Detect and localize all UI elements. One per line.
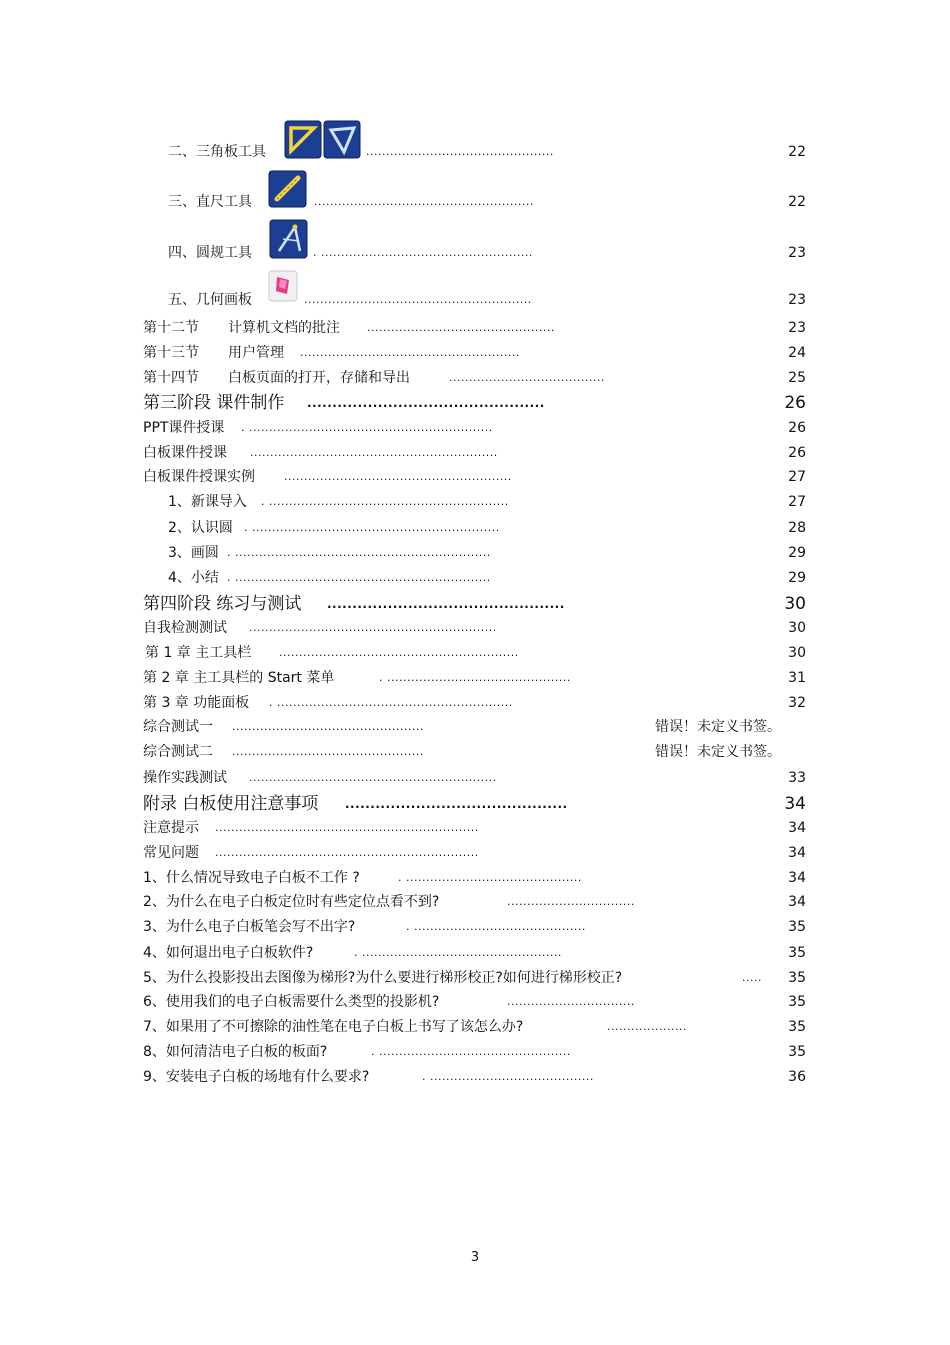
toc-entry[interactable]	[0, 1040, 950, 1064]
toc-page: 36	[788, 1069, 806, 1085]
toc-label: 1、什么情况导致电子白板不工作 ?	[143, 870, 360, 886]
toc-label: 综合测试一	[143, 719, 213, 735]
toc-dots: . ...........................................................	[269, 696, 513, 709]
ruler-tool-icon	[268, 170, 308, 208]
toc-dots: .......................................................	[314, 195, 534, 208]
toc-page: 28	[788, 520, 806, 536]
toc-label: 9、安装电子白板的场地有什么要求?	[143, 1069, 370, 1085]
toc-dots: ....................	[607, 1020, 687, 1033]
toc-label-title: 用户管理	[228, 345, 284, 361]
toc-entry[interactable]	[0, 241, 950, 265]
toc-entry[interactable]	[0, 366, 950, 390]
toc-entry[interactable]	[0, 465, 950, 489]
toc-entry[interactable]	[0, 190, 950, 214]
toc-dots: . ................................................	[371, 1045, 571, 1058]
toc-label: 五、几何画板	[168, 292, 252, 308]
toc-page: 35	[788, 970, 806, 986]
toc-page: 30	[788, 620, 806, 636]
toc-label: 第 1 章 主工具栏	[145, 645, 252, 661]
toc-label: 6、使用我们的电子白板需要什么类型的投影机?	[143, 994, 440, 1010]
toc-dots: ................................	[507, 995, 635, 1008]
toc-page: 22	[788, 144, 806, 160]
toc-entry[interactable]	[0, 691, 950, 715]
toc-label: 第 2 章 主工具栏的 Start 菜单	[143, 670, 335, 686]
toc-entry[interactable]	[0, 490, 950, 514]
toc-entry[interactable]	[0, 766, 950, 790]
toc-page: 26	[788, 445, 806, 461]
toc-label-title: 白板页面的打开，存储和导出	[228, 370, 410, 386]
geometry-board-icon	[268, 270, 298, 302]
toc-page: 26	[788, 420, 806, 436]
toc-entry[interactable]	[0, 816, 950, 840]
toc-dots: ..............................................................	[250, 446, 498, 459]
toc-label: 2、认识圆	[168, 520, 233, 536]
toc-label: 第三阶段 课件制作	[143, 393, 285, 413]
toc-page: 34	[788, 845, 806, 861]
toc-label: 三、直尺工具	[168, 194, 252, 210]
toc-page: 32	[788, 695, 806, 711]
toc-label: 3、画圆	[168, 545, 219, 561]
toc-entry[interactable]	[0, 391, 950, 415]
toc-label: 二、三角板工具	[168, 144, 266, 160]
toc-dots: . .....................................................	[313, 246, 533, 259]
toc-label: 注意提示	[143, 820, 199, 836]
toc-dots: . ............................................................	[261, 495, 509, 508]
toc-page: 34	[784, 794, 806, 814]
toc-entry[interactable]	[0, 140, 950, 164]
toc-dots: .........................................................	[284, 470, 512, 483]
toc-page: 33	[788, 770, 806, 786]
toc-dots: . ................................................................	[227, 571, 491, 584]
toc-dots: ...............................................	[307, 396, 545, 410]
toc-entry[interactable]	[0, 541, 950, 565]
toc-entry[interactable]	[0, 341, 950, 365]
toc-page: 23	[788, 320, 806, 336]
toc-dots: ................................................	[232, 720, 424, 733]
compass-tool-icon	[269, 219, 309, 259]
toc-dots: . .............................................................	[241, 421, 493, 434]
toc-dots: . ..............................................	[379, 671, 571, 684]
toc-entry[interactable]	[0, 792, 950, 816]
toc-dots: ..............................................................	[249, 771, 497, 784]
toc-label: 1、新课导入	[168, 494, 247, 510]
toc-dots: .......................................................	[300, 346, 520, 359]
toc-page: 34	[788, 894, 806, 910]
toc-entry[interactable]	[0, 866, 950, 890]
toc-entry[interactable]	[0, 566, 950, 590]
toc-page: 22	[788, 194, 806, 210]
toc-label: 常见问题	[143, 845, 199, 861]
toc-label: 2、为什么在电子白板定位时有些定位点看不到?	[143, 894, 440, 910]
page-number: 3	[470, 1250, 480, 1265]
toc-entry[interactable]	[0, 990, 950, 1014]
toc-dots: ..................................................................	[215, 846, 479, 859]
toc-page: 29	[788, 570, 806, 586]
toc-entry[interactable]	[0, 516, 950, 540]
toc-label: 8、如何清洁电子白板的板面?	[143, 1044, 328, 1060]
toc-label: 附录 白板使用注意事项	[143, 794, 319, 814]
toc-label: 第 3 章 功能面板	[143, 695, 250, 711]
toc-dots: . ...........................................	[406, 920, 586, 933]
toc-page: 23	[788, 292, 806, 308]
toc-dots: . ..............................................................	[244, 521, 500, 534]
toc-label: 第十三节	[143, 345, 199, 361]
triangle-tool-icon	[284, 120, 362, 160]
toc-dots: ...............................................	[366, 145, 554, 158]
toc-page: 23	[788, 245, 806, 261]
toc-dots: ..............................................................	[249, 621, 497, 634]
toc-page: 30	[788, 645, 806, 661]
toc-entry[interactable]	[0, 441, 950, 465]
toc-entry[interactable]	[0, 915, 950, 939]
toc-page: 27	[788, 469, 806, 485]
toc-dots: ..................................................................	[215, 821, 479, 834]
toc-dots: ............................................................	[279, 646, 519, 659]
toc-page: 30	[784, 594, 806, 614]
toc-page-error: 错误！未定义书签。	[655, 719, 781, 735]
toc-entry[interactable]	[0, 288, 950, 312]
toc-label: 4、小结	[168, 570, 219, 586]
toc-label: 白板课件授课实例	[143, 469, 255, 485]
toc-page: 34	[788, 820, 806, 836]
toc-entry[interactable]	[0, 316, 950, 340]
toc-label: 5、为什么投影投出去图像为梯形?为什么要进行梯形校正?如何进行梯形校正?	[143, 970, 623, 986]
toc-entry[interactable]	[0, 890, 950, 914]
toc-label: 操作实践测试	[143, 770, 227, 786]
toc-entry[interactable]	[0, 592, 950, 616]
toc-page: 35	[788, 919, 806, 935]
toc-entry[interactable]	[0, 841, 950, 865]
toc-label: 第十二节	[143, 320, 199, 336]
toc-page: 34	[788, 870, 806, 886]
toc-entry[interactable]	[0, 616, 950, 640]
toc-page-error: 错误！未定义书签。	[655, 744, 781, 760]
toc-label: 第四阶段 练习与测试	[143, 594, 302, 614]
toc-label: 第十四节	[143, 370, 199, 386]
toc-label-title: 计算机文档的批注	[228, 320, 340, 336]
toc-dots: .........................................................	[304, 293, 532, 306]
toc-page: 29	[788, 545, 806, 561]
toc-entry[interactable]	[0, 966, 950, 990]
toc-entry[interactable]	[0, 740, 950, 764]
toc-dots: .......................................	[449, 371, 605, 384]
toc-entry[interactable]	[0, 715, 950, 739]
toc-page: 35	[788, 945, 806, 961]
toc-entry[interactable]	[0, 1065, 950, 1089]
toc-label: PPT课件授课	[143, 420, 225, 436]
toc-entry[interactable]	[0, 666, 950, 690]
toc-entry[interactable]	[0, 416, 950, 440]
toc-dots: .....	[742, 971, 762, 984]
toc-entry[interactable]	[0, 641, 950, 665]
toc-label: 自我检测测试	[143, 620, 227, 636]
toc-dots: ................................................	[232, 745, 424, 758]
toc-dots: ................................	[507, 895, 635, 908]
toc-dots: . ..................................................	[354, 946, 562, 959]
toc-entry[interactable]	[0, 1015, 950, 1039]
toc-label: 综合测试二	[143, 744, 213, 760]
toc-label: 白板课件授课	[143, 445, 227, 461]
toc-page: 35	[788, 1019, 806, 1035]
toc-label: 3、为什么电子白板笔会写不出字?	[143, 919, 356, 935]
toc-page: 25	[788, 370, 806, 386]
toc-dots: . ................................................................	[227, 546, 491, 559]
toc-page: 24	[788, 345, 806, 361]
toc-page: 27	[788, 494, 806, 510]
toc-label: 四、圆规工具	[168, 245, 252, 261]
toc-page: 31	[788, 670, 806, 686]
toc-page: 26	[784, 393, 806, 413]
toc-page: 35	[788, 1044, 806, 1060]
toc-dots: ...............................................	[327, 597, 565, 611]
toc-label: 4、如何退出电子白板软件?	[143, 945, 314, 961]
toc-dots: ...............................................	[367, 321, 555, 334]
toc-dots: . ............................................	[398, 871, 582, 884]
toc-dots: ............................................	[345, 797, 568, 811]
toc-page: 35	[788, 994, 806, 1010]
toc-dots: . .........................................	[422, 1070, 594, 1083]
toc-label: 7、如果用了不可擦除的油性笔在电子白板上书写了该怎么办?	[143, 1019, 524, 1035]
toc-entry[interactable]	[0, 941, 950, 965]
